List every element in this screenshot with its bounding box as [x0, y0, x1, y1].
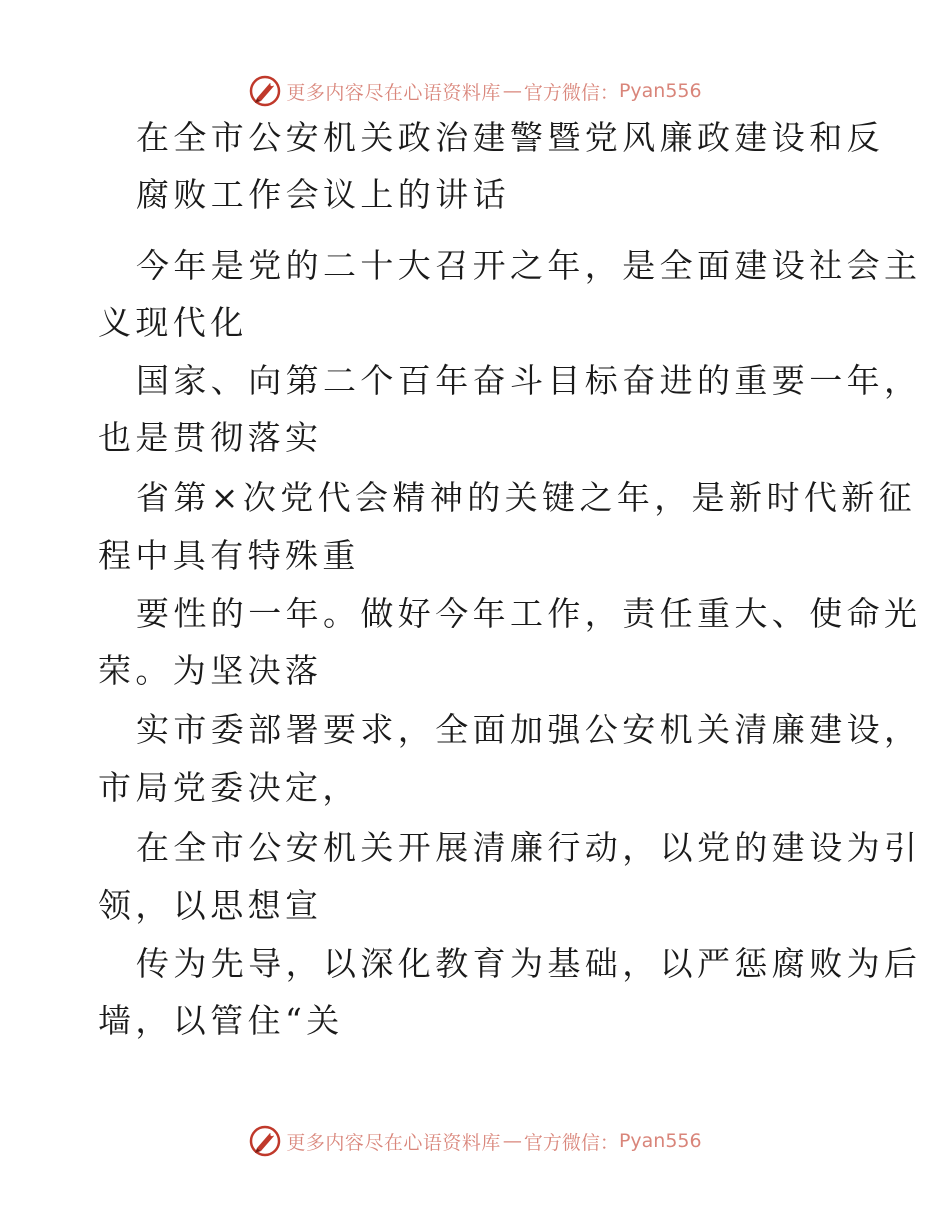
- banner-slogan: 更多内容尽在心语资料库: [286, 81, 501, 104]
- paragraph-line: 市局党委决定，: [98, 768, 360, 807]
- header-banner: [0, 71, 950, 111]
- logo-pen-icon: [248, 1124, 282, 1158]
- paragraph-line: 领，以思想宣: [98, 886, 323, 925]
- banner-wechat-id: Pyan556: [618, 1130, 702, 1152]
- paragraph-line: 国家、向第二个百年奋斗目标奋进的重要一年，: [136, 361, 922, 400]
- paragraph-line: 今年是党的二十大召开之年，是全面建设社会主: [136, 246, 922, 285]
- banner-wechat-id: Pyan556: [618, 80, 702, 102]
- paragraph-line: 程中具有特殊重: [98, 536, 360, 575]
- paragraph-line: 省第×次党代会精神的关键之年，是新时代新征: [136, 478, 917, 517]
- banner-dash: —: [502, 80, 522, 102]
- paragraph-line: 荣。为坚决落: [98, 651, 323, 690]
- banner-wechat-label: 官方微信：: [523, 1131, 619, 1154]
- title-line-2: 腐败工作会议上的讲话: [136, 175, 510, 214]
- paragraph-line: 也是贯彻落实: [98, 418, 323, 457]
- title-line-1: 在全市公安机关政治建警暨党风廉政建设和反: [136, 118, 884, 157]
- paragraph-line: 传为先导，以深化教育为基础，以严惩腐败为后: [136, 944, 922, 983]
- paragraph-line: 要性的一年。做好今年工作，责任重大、使命光: [136, 594, 922, 633]
- banner-dash: —: [502, 1130, 522, 1152]
- paragraph-line: 在全市公安机关开展清廉行动，以党的建设为引: [136, 828, 922, 867]
- paragraph-line: 墙，以管住“关: [98, 1001, 344, 1040]
- footer-banner: [0, 1121, 950, 1161]
- logo-pen-icon: [248, 74, 282, 108]
- paragraph-line: 义现代化: [98, 303, 248, 342]
- banner-slogan: 更多内容尽在心语资料库: [286, 1131, 501, 1154]
- banner-wechat-label: 官方微信：: [523, 81, 619, 104]
- paragraph-line: 实市委部署要求，全面加强公安机关清廉建设，: [136, 710, 922, 749]
